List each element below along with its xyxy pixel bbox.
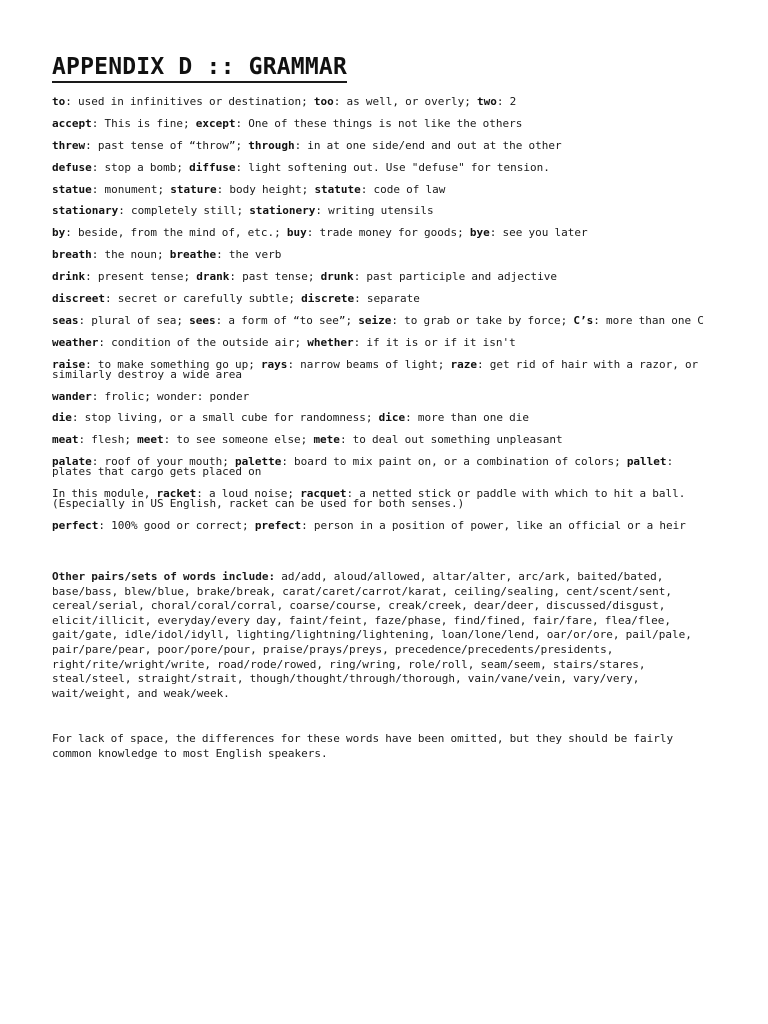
- entry-list: [52, 97, 716, 531]
- grammar-entry: [52, 116, 716, 130]
- grammar-entry: [52, 138, 716, 152]
- entry-definition: : body height;: [216, 182, 315, 196]
- entry-definition: : to see someone else;: [163, 433, 314, 447]
- grammar-entry: [52, 250, 716, 260]
- entry-definition: : a netted stick or paddle with which to hit a ball. (Especially in US English, racket can be used for both senses.): [52, 487, 686, 511]
- entry-term: accept: [52, 116, 92, 130]
- entry-term: stationery: [249, 204, 316, 218]
- entry-term: statute: [314, 182, 361, 196]
- omission-note: For lack of space, the differences for these words have been omitted, but they should be fairly common knowledge to most English speakers.: [52, 732, 674, 760]
- entry-definition: : This is fine;: [91, 116, 196, 130]
- entry-term: diffuse: [189, 160, 236, 174]
- entry-definition: : code of law: [360, 182, 446, 196]
- entry-definition: : present tense;: [85, 270, 197, 284]
- entry-term: raise: [52, 357, 86, 371]
- entry-definition: : the noun;: [91, 248, 170, 262]
- entry-term: palette: [234, 455, 282, 469]
- entry-term: buy: [286, 226, 307, 240]
- grammar-entry: [52, 313, 716, 327]
- entry-term: discreet: [52, 292, 105, 306]
- grammar-entry: [52, 228, 716, 238]
- entry-term: drink: [52, 270, 86, 284]
- entry-definition: : get rid of hair with a razor, or similarly destroy a wide area: [52, 357, 699, 381]
- entry-definition: : narrow beams of light;: [287, 357, 451, 371]
- entry-definition: : see you later: [489, 226, 588, 240]
- grammar-entry: [52, 435, 716, 445]
- grammar-entry: [52, 521, 716, 531]
- entry-definition: : monument;: [91, 182, 171, 196]
- entry-term: die: [52, 411, 72, 425]
- grammar-entry: [52, 97, 716, 107]
- entry-definition: : writing utensils: [315, 204, 434, 218]
- entry-term: too: [313, 95, 334, 108]
- entry-definition: : to grab or take by force;: [391, 313, 574, 327]
- entry-definition: : past tense;: [229, 270, 321, 284]
- entry-term: sees: [189, 313, 216, 327]
- grammar-entry: [52, 457, 716, 477]
- grammar-entry: [52, 335, 716, 349]
- grammar-entry: [52, 357, 716, 381]
- other-pairs-label: Other pairs/sets of words include:: [52, 570, 276, 584]
- entry-term: threw: [52, 138, 86, 152]
- entry-definition: : flesh;: [78, 433, 138, 447]
- grammar-entry: [52, 160, 716, 174]
- entry-term: stationary: [52, 204, 119, 218]
- grammar-entry: [52, 389, 716, 403]
- document-page: [52, 54, 716, 762]
- grammar-entry: [52, 206, 716, 216]
- entry-term: perfect: [52, 519, 99, 533]
- entry-term: C’s: [573, 313, 594, 327]
- entry-term: palate: [52, 455, 92, 469]
- entry-term: racket: [156, 487, 197, 501]
- entry-definition: : beside, from the mind of, etc.;: [65, 226, 287, 240]
- entry-definition: : frolic; wonder: ponder: [91, 389, 250, 403]
- entry-term: to: [52, 95, 66, 108]
- grammar-entry: [52, 413, 716, 423]
- entry-term: defuse: [52, 160, 92, 174]
- entry-definition: : 2: [496, 95, 517, 108]
- entry-definition: : 100% good or correct;: [98, 519, 255, 533]
- entry-term: rays: [260, 357, 288, 371]
- entry-definition: : board to mix paint on, or a combination of colors;: [281, 455, 627, 469]
- entry-term: mete: [313, 433, 340, 447]
- entry-term: through: [248, 138, 295, 152]
- grammar-entry: [52, 489, 716, 509]
- entry-definition: : plural of sea;: [78, 313, 190, 327]
- entry-definition: : more than one die: [405, 411, 529, 425]
- entry-term: racquet: [300, 487, 347, 501]
- entry-definition: : in at one side/end and out at the other: [294, 138, 562, 152]
- entry-definition: : light softening out. Use "defuse" for tension.: [235, 160, 550, 174]
- entry-definition: : past participle and adjective: [353, 270, 557, 284]
- entry-term: bye: [469, 226, 490, 240]
- entry-definition: : the verb: [216, 248, 282, 262]
- entry-term: prefect: [254, 519, 302, 533]
- entry-term: breath: [52, 248, 92, 262]
- entry-definition: : a form of “to see”;: [215, 313, 359, 327]
- entry-term: raze: [450, 357, 478, 371]
- entry-term: pallet: [626, 455, 667, 469]
- entry-definition: : person in a position of power, like an official or a heir: [301, 519, 686, 533]
- entry-definition: : condition of the outside air;: [98, 335, 308, 349]
- entry-definition: : stop a bomb;: [91, 160, 190, 174]
- entry-definition: : stop living, or a small cube for randomness;: [71, 411, 379, 425]
- entry-definition: : past tense of “throw”;: [85, 138, 249, 152]
- entry-term: seas: [52, 313, 79, 327]
- entry-term: by: [52, 226, 66, 240]
- entry-definition: : to deal out something unpleasant: [339, 433, 563, 447]
- entry-term: drank: [196, 270, 230, 284]
- entry-definition: : separate: [354, 292, 420, 306]
- entry-definition: : One of these things is not like the others: [235, 116, 523, 130]
- entry-term: whether: [307, 335, 354, 349]
- grammar-entry: [52, 182, 716, 196]
- other-pairs-text: ad/add, aloud/allowed, altar/alter, arc/ark, baited/bated, base/bass, blew/blue, brake/break, carat/caret/carrot/karat, ceiling/sealing, cent/scent/sent, cereal/serial, choral/coral/corral, coarse/course, creak/creek, dear/deer, discussed/disgust, elicit/illicit, everyday/every day, faint/feint, faze/phase, find/fined, fair/fare, flea/flee, gait/gate, idle/idol/idyll, lighting/lightning/lightening, loan/lone/lend, oar/or/ore, pail/pale, pair/pare/pear, poor/pore/pour, praise/prays/preys, precedence/precedents/presidents, right/rite/wright/write, road/rode/rowed, ring/wring, role/roll, seam/seem, stairs/stares, steal/steel, straight/strait, though/thought/through/thorough, vain/vane/vein, vary/very, wait/weight, and weak/week.: [52, 570, 692, 700]
- entry-term: dice: [378, 411, 406, 425]
- entry-definition: : to make something go up;: [85, 357, 261, 371]
- grammar-entry: [52, 272, 716, 282]
- entry-term: seize: [358, 313, 392, 327]
- entry-definition: : more than one C: [593, 313, 704, 327]
- entry-definition: : used in infinitives or destination;: [65, 95, 314, 108]
- entry-definition: : secret or carefully subtle;: [104, 292, 302, 306]
- other-pairs-paragraph: [52, 570, 716, 701]
- entry-term: drunk: [320, 270, 354, 284]
- entry-definition: : if it is or if it isn't: [353, 335, 516, 349]
- entry-term: statue: [52, 182, 92, 196]
- page-title: APPENDIX D :: GRAMMAR: [52, 54, 347, 83]
- entry-term: weather: [52, 335, 99, 349]
- entry-term: discrete: [301, 292, 355, 306]
- grammar-entry: [52, 294, 716, 304]
- entry-term: wander: [52, 389, 92, 403]
- entry-definition: : as well, or overly;: [333, 95, 477, 108]
- entry-definition: : a loud noise;: [196, 487, 301, 501]
- entry-term: breathe: [169, 248, 217, 262]
- entry-definition: : roof of your mouth;: [91, 455, 235, 469]
- entry-definition: : trade money for goods;: [306, 226, 470, 240]
- entry-definition: : plates that cargo gets placed on: [52, 455, 674, 479]
- entry-term: except: [195, 116, 236, 130]
- entry-term: meet: [137, 433, 164, 447]
- entry-definition: : completely still;: [118, 204, 250, 218]
- entry-term: meat: [52, 433, 79, 447]
- entry-term: stature: [170, 182, 217, 196]
- entry-definition: In this module,: [52, 487, 157, 501]
- entry-term: two: [477, 95, 497, 108]
